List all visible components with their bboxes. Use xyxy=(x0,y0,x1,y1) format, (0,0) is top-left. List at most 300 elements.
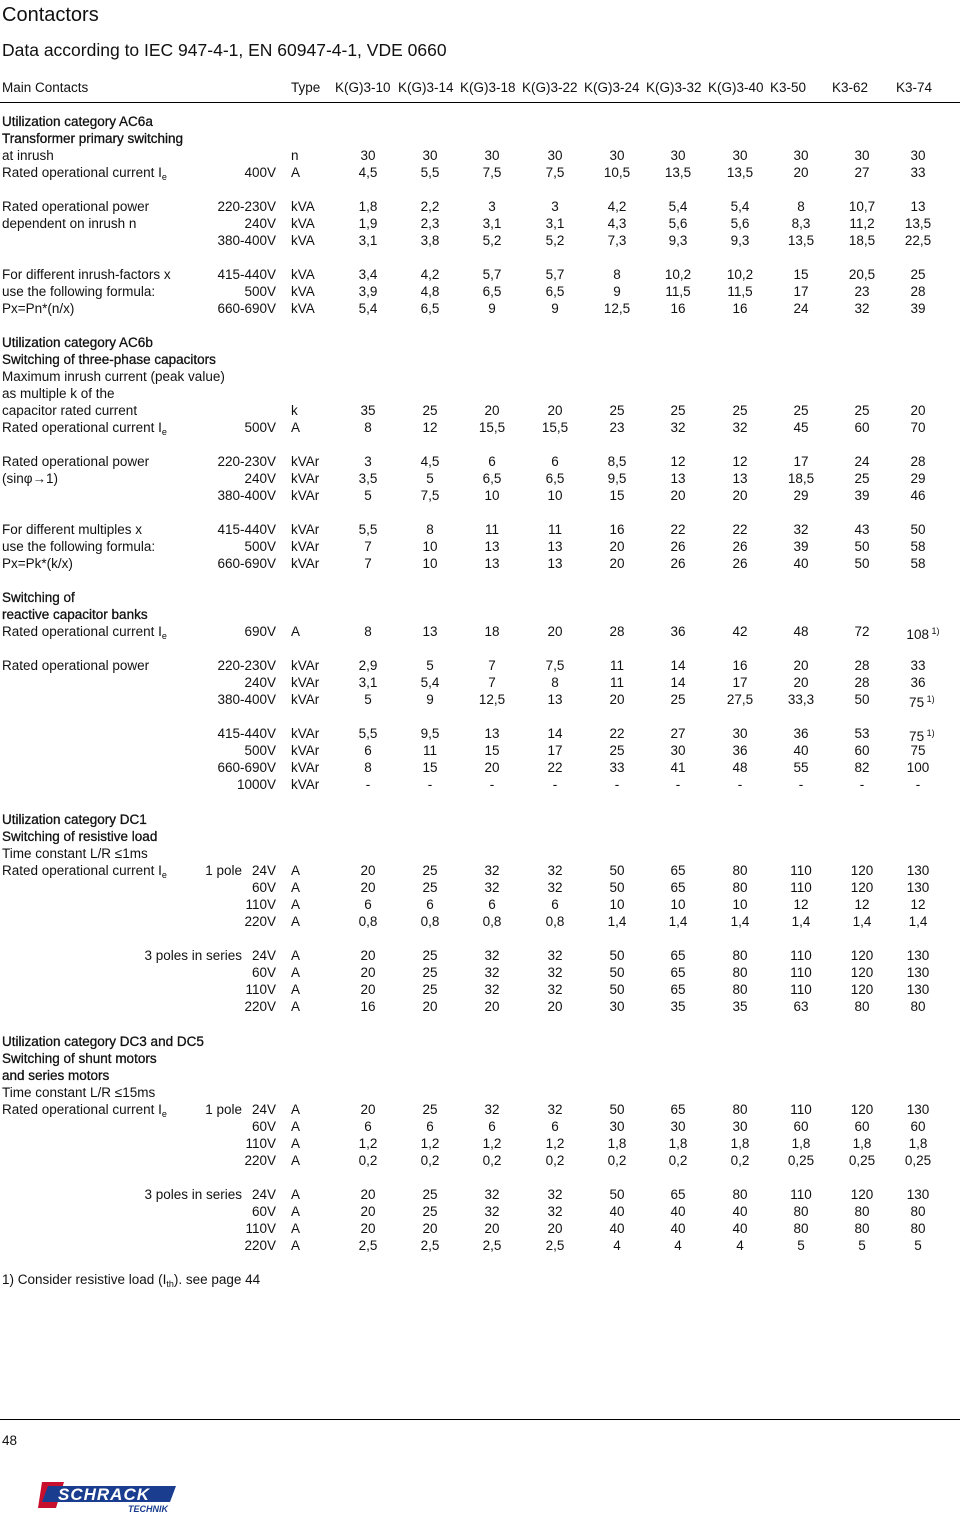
header-column: K(G)3-10 xyxy=(335,80,391,95)
table-cell: 25 xyxy=(854,403,870,418)
table-cell: 58 xyxy=(910,539,926,554)
row-unit: kVA xyxy=(291,233,315,248)
row-voltage: 500V xyxy=(244,284,276,299)
table-cell: 0,2 xyxy=(545,1153,565,1168)
table-row xyxy=(0,998,960,1015)
table-row xyxy=(0,1237,960,1254)
table-cell: 6 xyxy=(364,1119,372,1134)
table-cell: 80 xyxy=(910,1204,926,1219)
table-cell: 0,2 xyxy=(358,1153,378,1168)
row-label: Rated operational current $I_e$ xyxy=(2,165,167,182)
table-cell: 11,5 xyxy=(665,284,691,299)
row-unit: kVA xyxy=(291,216,315,231)
table-cell: 60 xyxy=(910,1119,926,1134)
row-label: Rated operational current $I_e$ xyxy=(2,1102,167,1119)
table-cell: 18 xyxy=(484,624,500,639)
row-voltage: 60V xyxy=(251,1204,276,1219)
table-cell: 120 xyxy=(850,880,874,895)
table-row xyxy=(0,538,960,555)
table-cell: 8 xyxy=(797,199,805,214)
row-label: use the following formula: xyxy=(2,284,156,299)
row-label: (sinφ→1) xyxy=(2,471,59,486)
row-voltage: 24V xyxy=(251,863,276,878)
row-voltage: 110V xyxy=(245,1221,276,1236)
table-cell: 20 xyxy=(793,658,809,673)
row-voltage: 400V xyxy=(244,165,276,180)
table-cell: 12 xyxy=(422,420,438,435)
table-cell: 65 xyxy=(670,1187,686,1202)
footnote-text: 1) Consider resistive load (I xyxy=(2,1272,167,1287)
row-voltage: 660-690V xyxy=(217,301,276,316)
table-cell: 10 xyxy=(609,897,625,912)
table-cell: 13 xyxy=(910,199,926,214)
table-row xyxy=(0,964,960,981)
table-cell: 3,5 xyxy=(358,471,378,486)
table-cell: 6,5 xyxy=(482,471,502,486)
table-cell: 120 xyxy=(850,965,874,980)
row-label: For different inrush-factors x xyxy=(2,267,171,282)
table-cell: 18,5 xyxy=(848,233,876,248)
table-cell: 6,5 xyxy=(545,471,565,486)
table-cell: 11,5 xyxy=(727,284,753,299)
table-row xyxy=(0,147,960,164)
table-cell: 17 xyxy=(547,743,563,758)
table-cell: 80 xyxy=(732,965,748,980)
row-label: Utilization category DC1 xyxy=(2,812,147,827)
row-voltage: 500V xyxy=(244,420,276,435)
table-cell: 26 xyxy=(670,556,686,571)
table-cell: 40 xyxy=(609,1204,625,1219)
table-cell: 20 xyxy=(484,1221,500,1236)
table-cell: 9,3 xyxy=(668,233,688,248)
table-cell: 4 xyxy=(613,1238,621,1253)
table-cell: 2,5 xyxy=(358,1238,378,1253)
table-row xyxy=(0,947,960,964)
table-cell: 130 xyxy=(906,863,930,878)
table-cell: 32 xyxy=(484,965,500,980)
row-voltage: 220-230V xyxy=(217,454,276,469)
row-unit: A xyxy=(291,999,301,1014)
table-cell: 30 xyxy=(910,148,926,163)
table-row xyxy=(0,913,960,930)
table-cell: 25 xyxy=(854,471,870,486)
table-cell: 3 xyxy=(551,199,559,214)
table-cell: 22 xyxy=(732,522,748,537)
table-cell: 20 xyxy=(547,999,563,1014)
table-cell: 80 xyxy=(732,863,748,878)
table-cell: 130 xyxy=(906,1187,930,1202)
table-cell: 32 xyxy=(484,1187,500,1202)
row-voltage: 380-400V xyxy=(217,488,276,503)
table-cell: 30 xyxy=(609,148,625,163)
table-cell: - xyxy=(614,777,620,792)
table-row xyxy=(0,283,960,300)
table-cell: 1,8 xyxy=(668,1136,688,1151)
header-column: K3-74 xyxy=(896,80,933,95)
table-cell: 32 xyxy=(854,301,870,316)
table-cell: 5 xyxy=(426,658,434,673)
row-unit: A xyxy=(291,1119,301,1134)
table-cell: 1,4 xyxy=(668,914,688,929)
row-label: Switching of resistive load xyxy=(2,829,158,844)
table-cell: 20 xyxy=(547,624,563,639)
table-cell: 0,25 xyxy=(787,1153,815,1168)
table-cell: 30 xyxy=(609,1119,625,1134)
footnote-suffix: ). see page 44 xyxy=(173,1272,261,1287)
table-cell: 8 xyxy=(364,760,372,775)
table-cell: 6 xyxy=(426,897,434,912)
table-cell: 40 xyxy=(670,1221,686,1236)
row-label: Switching of shunt motors xyxy=(2,1051,157,1066)
table-cell: 22 xyxy=(670,522,686,537)
table-cell: 80 xyxy=(793,1221,809,1236)
table-cell: 25 xyxy=(422,948,438,963)
table-cell: 80 xyxy=(732,1102,748,1117)
table-cell: 7 xyxy=(488,658,496,673)
table-cell: 32 xyxy=(547,863,563,878)
row-pole: 1 pole xyxy=(205,863,242,878)
row-label: For different multiples x xyxy=(2,522,143,537)
table-cell: 10,7 xyxy=(848,199,876,214)
table-cell: 20 xyxy=(422,1221,438,1236)
table-cell: 7,5 xyxy=(545,165,565,180)
table-row xyxy=(0,981,960,998)
footer-divider xyxy=(0,1419,960,1420)
table-cell: 11 xyxy=(609,658,625,673)
table-cell: 6 xyxy=(364,743,372,758)
table-cell: 10,2 xyxy=(664,267,692,282)
table-cell: 36 xyxy=(670,624,686,639)
header-column: K(G)3-18 xyxy=(460,80,516,95)
table-cell: - xyxy=(737,777,743,792)
table-cell: 12 xyxy=(910,897,926,912)
table-cell: 3,1 xyxy=(482,216,502,231)
table-cell: 50 xyxy=(609,948,625,963)
table-cell: 25 xyxy=(670,692,686,707)
table-cell: 20 xyxy=(910,403,926,418)
table-cell: 43 xyxy=(854,522,870,537)
table-cell: 20 xyxy=(360,863,376,878)
row-unit: kVAr xyxy=(291,658,320,673)
row-unit: A xyxy=(291,948,301,963)
table-cell: 12 xyxy=(670,454,686,469)
footnote xyxy=(2,1272,260,1289)
table-cell: 12 xyxy=(732,454,748,469)
table-cell: - xyxy=(489,777,495,792)
table-cell: 11 xyxy=(484,522,500,537)
table-cell: 1,4 xyxy=(730,914,750,929)
table-cell: 30 xyxy=(670,148,686,163)
table-cell: 12 xyxy=(793,897,809,912)
table-cell: 20 xyxy=(360,880,376,895)
table-cell: 4,2 xyxy=(607,199,627,214)
row-unit: A xyxy=(291,965,301,980)
row-unit: A xyxy=(291,1238,301,1253)
table-cell: 1,2 xyxy=(358,1136,378,1151)
row-unit: A xyxy=(291,880,301,895)
table-row xyxy=(0,1067,960,1084)
row-unit: A xyxy=(291,897,301,912)
header-column: K(G)3-40 xyxy=(708,80,764,95)
row-unit: A xyxy=(291,420,301,435)
table-row xyxy=(0,368,960,385)
table-cell: 32 xyxy=(484,1102,500,1117)
table-cell: 28 xyxy=(854,658,870,673)
table-cell: 0,8 xyxy=(545,914,565,929)
table-cell: 1,4 xyxy=(908,914,928,929)
table-cell: 5,4 xyxy=(730,199,750,214)
table-cell: 63 xyxy=(793,999,809,1014)
table-cell: 1,4 xyxy=(791,914,811,929)
table-cell: 3 xyxy=(488,199,496,214)
table-cell: 80 xyxy=(793,1204,809,1219)
table-cell: 13 xyxy=(484,556,500,571)
row-unit: kVA xyxy=(291,199,315,214)
table-cell: 13,5 xyxy=(726,165,754,180)
table-cell: 30 xyxy=(732,1119,748,1134)
table-row xyxy=(0,811,960,828)
table-cell: 20 xyxy=(732,488,748,503)
logo-text-main: SCHRACK xyxy=(58,1485,150,1504)
table-cell: 80 xyxy=(732,1187,748,1202)
table-cell: 27 xyxy=(854,165,870,180)
table-cell: 20 xyxy=(360,1221,376,1236)
table-cell: 16 xyxy=(732,301,748,316)
table-cell: 50 xyxy=(910,522,926,537)
table-cell: 16 xyxy=(732,658,748,673)
table-cell: 50 xyxy=(609,1102,625,1117)
table-cell: 75 xyxy=(910,743,926,758)
table-cell: 10,2 xyxy=(726,267,754,282)
table-cell: 80 xyxy=(854,999,870,1014)
row-voltage: 660-690V xyxy=(217,760,276,775)
table-cell: 6 xyxy=(488,1119,496,1134)
table-cell: 20 xyxy=(670,488,686,503)
table-cell: 35 xyxy=(360,403,376,418)
row-label: Rated operational current $I_e$ xyxy=(2,863,167,880)
row-voltage: 240V xyxy=(244,216,276,231)
table-row xyxy=(0,300,960,317)
table-cell: 23 xyxy=(609,420,625,435)
schrack-logo xyxy=(36,1478,184,1514)
table-cell: 11 xyxy=(609,675,625,690)
table-cell: 9 xyxy=(488,301,496,316)
table-cell: 1,9 xyxy=(358,216,378,231)
table-row xyxy=(0,742,960,759)
table-cell: 30 xyxy=(670,1119,686,1134)
table-row xyxy=(0,334,960,351)
table-cell: 1,8 xyxy=(730,1136,750,1151)
table-cell: 28 xyxy=(854,675,870,690)
row-voltage: 60V xyxy=(251,880,276,895)
table-cell: 27,5 xyxy=(726,692,754,707)
row-voltage: 240V xyxy=(244,471,276,486)
table-cell: 6 xyxy=(551,454,559,469)
table-cell: 5,2 xyxy=(545,233,565,248)
table-cell: - xyxy=(915,777,921,792)
table-cell: 72 xyxy=(854,624,870,639)
table-cell: 0,2 xyxy=(668,1153,688,1168)
table-row xyxy=(0,862,960,879)
table-cell: 3 xyxy=(364,454,372,469)
row-voltage: 60V xyxy=(251,965,276,980)
table-cell: - xyxy=(675,777,681,792)
table-row xyxy=(0,623,960,640)
table-cell: - xyxy=(552,777,558,792)
table-cell: 20 xyxy=(360,1187,376,1202)
table-cell: 9 xyxy=(426,692,434,707)
table-cell: 32 xyxy=(484,880,500,895)
page-title: Contactors xyxy=(2,4,99,26)
table-cell: 6 xyxy=(551,1119,559,1134)
table-row xyxy=(0,453,960,470)
table-cell: 12,5 xyxy=(478,692,506,707)
table-cell: 13 xyxy=(547,539,563,554)
table-cell: 1,4 xyxy=(852,914,872,929)
table-cell: 3,8 xyxy=(420,233,440,248)
row-pole: 3 poles in series xyxy=(144,948,242,963)
table-cell: 1,2 xyxy=(545,1136,565,1151)
table-row xyxy=(0,402,960,419)
table-cell: 1,8 xyxy=(791,1136,811,1151)
row-voltage: 24V xyxy=(251,948,276,963)
table-cell: 33 xyxy=(609,760,625,775)
table-cell: 50 xyxy=(854,539,870,554)
table-cell: 0,2 xyxy=(482,1153,502,1168)
table-cell: 15 xyxy=(422,760,438,775)
row-unit: A xyxy=(291,1204,301,1219)
row-label: Time constant L/R ≤1ms xyxy=(2,846,148,861)
footnote-subscript: th xyxy=(166,1279,174,1289)
table-cell: 4,3 xyxy=(607,216,627,231)
table-cell: 5,7 xyxy=(545,267,565,282)
table-row xyxy=(0,130,960,147)
table-cell: 32 xyxy=(793,522,809,537)
table-row xyxy=(0,266,960,283)
table-cell: 28 xyxy=(910,454,926,469)
table-cell: 32 xyxy=(547,880,563,895)
table-cell: 11 xyxy=(547,522,563,537)
table-cell: 11,2 xyxy=(849,216,875,231)
table-cell: 6 xyxy=(488,897,496,912)
table-cell: 65 xyxy=(670,863,686,878)
table-cell: 100 xyxy=(906,760,930,775)
table-cell: 80 xyxy=(910,999,926,1014)
row-voltage: 690V xyxy=(244,624,276,639)
table-cell: 6 xyxy=(426,1119,434,1134)
table-cell: 0,8 xyxy=(358,914,378,929)
table-cell: 13,5 xyxy=(664,165,692,180)
row-label: Rated operational current $I_e$ xyxy=(2,420,167,437)
table-cell: 48 xyxy=(793,624,809,639)
table-cell: 120 xyxy=(850,863,874,878)
header-column: K3-62 xyxy=(832,80,869,95)
table-cell: 1,2 xyxy=(482,1136,502,1151)
table-header xyxy=(0,72,960,103)
table-cell: 12 xyxy=(854,897,870,912)
table-cell: 13 xyxy=(732,471,748,486)
table-cell: 110 xyxy=(790,982,812,997)
row-label: as multiple k of the xyxy=(2,386,115,401)
row-unit: kVAr xyxy=(291,692,320,707)
table-cell: 58 xyxy=(910,556,926,571)
row-unit: A xyxy=(291,1102,301,1117)
table-row xyxy=(0,1050,960,1067)
table-row xyxy=(0,215,960,232)
table-cell: 30 xyxy=(793,148,809,163)
table-cell: - xyxy=(859,777,865,792)
row-label: capacitor rated current xyxy=(2,403,138,418)
header-type: Type xyxy=(291,80,321,95)
table-cell: 30 xyxy=(670,743,686,758)
table-cell: 60 xyxy=(793,1119,809,1134)
row-voltage: 240V xyxy=(244,675,276,690)
table-row xyxy=(0,1033,960,1050)
table-cell: 26 xyxy=(670,539,686,554)
row-label: Px=Pn*(n/x) xyxy=(2,301,75,316)
table-cell: 25 xyxy=(422,863,438,878)
table-cell: 32 xyxy=(547,965,563,980)
table-cell: 33 xyxy=(910,165,926,180)
row-unit: A xyxy=(291,1136,301,1151)
table-cell: - xyxy=(365,777,371,792)
row-label: Utilization category DC3 and DC5 xyxy=(2,1034,204,1049)
table-cell: 25 xyxy=(910,267,926,282)
table-cell: 30 xyxy=(854,148,870,163)
table-cell: 20 xyxy=(360,948,376,963)
table-cell: 40 xyxy=(793,743,809,758)
table-row xyxy=(0,351,960,368)
table-cell: 80 xyxy=(732,982,748,997)
table-cell: 2,5 xyxy=(420,1238,440,1253)
table-cell: 130 xyxy=(906,1102,930,1117)
table-cell: 1,4 xyxy=(607,914,627,929)
row-unit: kVAr xyxy=(291,777,320,792)
table-cell: 16 xyxy=(670,301,686,316)
table-cell: 14 xyxy=(670,675,686,690)
table-cell: - xyxy=(798,777,804,792)
header-main-contacts: Main Contacts xyxy=(2,80,89,95)
row-voltage: 660-690V xyxy=(217,556,276,571)
table-cell: 30 xyxy=(609,999,625,1014)
table-cell: 25 xyxy=(609,403,625,418)
table-cell: 32 xyxy=(484,948,500,963)
table-cell: 80 xyxy=(910,1221,926,1236)
table-cell: 5 xyxy=(364,692,372,707)
table-cell: 20 xyxy=(360,1204,376,1219)
row-unit: A xyxy=(291,863,301,878)
table-cell: 20 xyxy=(422,999,438,1014)
table-cell: 5 xyxy=(858,1238,866,1253)
table-cell: 55 xyxy=(793,760,809,775)
row-unit: kVAr xyxy=(291,726,320,741)
row-unit: kVAr xyxy=(291,760,320,775)
table-cell: 130 xyxy=(906,948,930,963)
table-cell: 32 xyxy=(547,1187,563,1202)
table-cell: 29 xyxy=(910,471,926,486)
table-cell: 32 xyxy=(547,1102,563,1117)
table-row xyxy=(0,606,960,623)
header-column: K(G)3-22 xyxy=(522,80,578,95)
table-cell: 80 xyxy=(732,948,748,963)
table-cell: 50 xyxy=(609,880,625,895)
table-cell: 70 xyxy=(910,420,926,435)
row-pole: 1 pole xyxy=(205,1102,242,1117)
table-cell: 5 xyxy=(426,471,434,486)
table-cell: 20 xyxy=(360,982,376,997)
table-row xyxy=(0,1101,960,1118)
table-cell: 65 xyxy=(670,982,686,997)
